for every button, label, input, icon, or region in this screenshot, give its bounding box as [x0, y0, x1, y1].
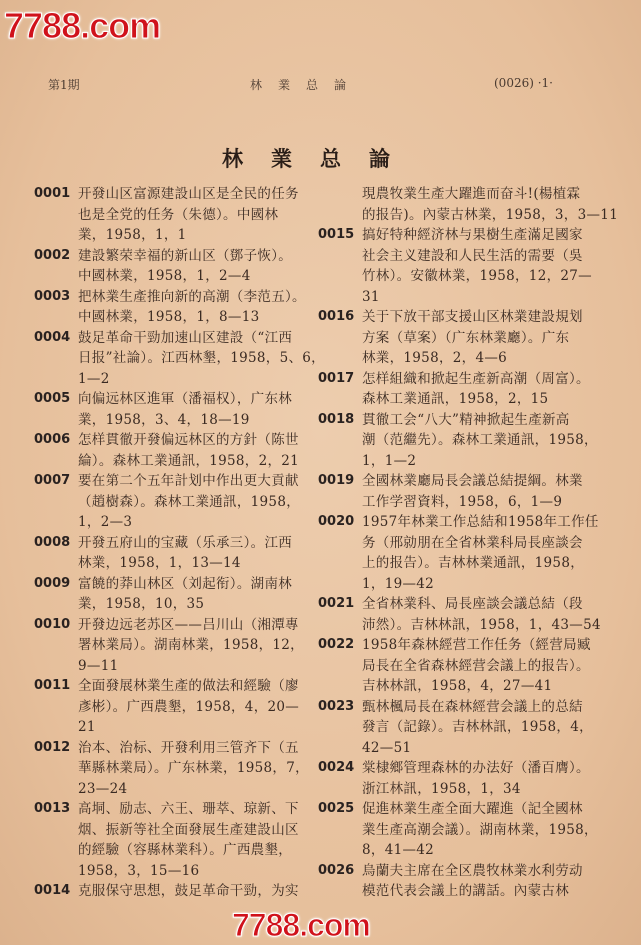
- entry-text-line: 局長在全省森林經营会議上的报告）。: [362, 657, 590, 674]
- bibliography-entry: [318, 861, 618, 902]
- entry-text-line: 42—51: [362, 739, 412, 756]
- entry-text-line: 全省林業科、局長座談会議总結（段: [362, 596, 583, 612]
- bibliography-entry: [318, 594, 618, 635]
- entry-text-line: 華縣林業局）。广东林業，1958，7，: [78, 760, 309, 776]
- left-column: [34, 184, 325, 902]
- bibliography-entry: [318, 410, 618, 472]
- entry-text-line: 林業，1958，2，4—6: [362, 350, 508, 366]
- entry-text-line: 怎样組織和掀起生產新高潮（周富）。: [362, 370, 590, 387]
- entry-text-line: 竹林）。安徽林業，1958，12，27—: [362, 268, 592, 284]
- bibliography-entry: [34, 881, 325, 902]
- entry-text-line: 烏蘭夫主席在全区農牧林業水利劳动: [362, 862, 583, 879]
- watermark-top: 7788.com: [4, 5, 161, 46]
- entry-number: 0018: [318, 411, 355, 427]
- entry-text-line: 8，41—42: [362, 842, 435, 858]
- entry-text-line: 9—11: [78, 657, 119, 674]
- entry-number: 0022: [318, 637, 355, 652]
- entry-text-line: 林業，1958，1，13—14: [78, 555, 241, 571]
- entry-number: 0008: [34, 534, 71, 550]
- entry-text-line: 向偏远林区進軍（潘福权），广东林: [78, 391, 293, 407]
- entry-text-line: 也是全党的任务（朱德）。中國林: [78, 206, 279, 223]
- entry-text-line: 浙江林訊，1958，1，34: [362, 780, 521, 797]
- watermark-bottom: 7788.com: [232, 907, 370, 943]
- bibliography-entry: [318, 369, 618, 410]
- bibliography-entry: [318, 225, 618, 307]
- entry-text-line: 1，2—3: [78, 514, 133, 530]
- entry-text-line: 21: [78, 719, 96, 735]
- bibliography-entry: [34, 738, 325, 800]
- bibliography-entry: [318, 512, 618, 594]
- entry-text-line: 沛然）。吉林林訊，1958，1，43—54: [362, 616, 601, 633]
- entry-text-line: 棠棣鄉管理森林的办法好（潘百膺）。: [362, 760, 590, 776]
- entry-number: 0014: [34, 883, 71, 898]
- entry-text-line: 富饒的莽山林区（刘起衔）。湖南林: [78, 575, 293, 592]
- entry-text-line: 高垌、励志、六王、珊萃、琼新、下: [78, 801, 299, 817]
- page-number: (0026) ·1·: [494, 76, 553, 90]
- entry-text-line: 1—2: [78, 370, 110, 387]
- bibliography-entry: [318, 758, 618, 799]
- entry-number: 0024: [318, 760, 355, 775]
- entry-text-line: 上的报告）。吉林林業通訊，1958，: [362, 555, 585, 571]
- entry-text-line: 全國林業廳局長会議总結提綱。林業: [362, 473, 583, 489]
- entry-number: 0006: [34, 432, 71, 447]
- entry-text-line: 烟、振新等社全面發展生產建設山区: [78, 821, 299, 838]
- entry-number: 0011: [34, 678, 71, 693]
- issue-label: 第1期: [48, 78, 80, 92]
- entry-text-line: 中國林業，1958，1，2—4: [78, 268, 251, 284]
- entry-text-line: 署林業局）。湖南林業，1958，12，: [78, 637, 304, 653]
- entry-text-line: 开發五府山的宝藏（乐承三）。江西: [78, 534, 293, 551]
- bibliography-entry: [318, 799, 618, 861]
- bibliography-entry: [34, 184, 325, 246]
- entry-text-line: 潮（范繼先）。森林工業通訊，1958，: [362, 432, 598, 448]
- bibliography-entry: [34, 574, 325, 615]
- entry-text-line: 方案（草案）（广东林業廳）。广东: [362, 329, 570, 346]
- running-title: 林 業 总 論: [250, 78, 349, 92]
- bibliography-entry: [34, 246, 325, 287]
- bibliography-entry: [318, 635, 618, 697]
- bibliography-entry: [318, 471, 618, 512]
- entry-text-line: 1，1—2: [362, 452, 417, 469]
- bibliography-entry: [34, 615, 325, 677]
- entry-number: 0021: [318, 596, 355, 611]
- entry-text-line: 森林工業通訊，1958，2，15: [362, 391, 549, 407]
- entry-text-line: 克服保守思想，鼓足革命干勁，为实: [78, 883, 299, 899]
- bibliography-entry: [34, 328, 325, 390]
- entry-text-line: 日报”社論）。江西林墾，1958，5、6，: [78, 350, 325, 366]
- entry-text-line: 要在第二个五年計划中作出更大貢献: [78, 473, 299, 489]
- entry-text-line: 1，19—42: [362, 575, 435, 592]
- entry-text-line: 業，1958，10，35: [78, 596, 205, 612]
- entry-text-line: 开發山区富源建設山区是全民的任务: [78, 186, 299, 202]
- bibliography-entry: [34, 471, 325, 533]
- entry-text-line: 1957年林業工作总結和1958年工作任: [362, 514, 599, 530]
- entry-text-line: 甄林楓局長在森林經营会議上的总結: [362, 698, 583, 715]
- entry-text-line: 貫徹工会“八大”精神掀起生產新高: [362, 411, 570, 428]
- entry-text-line: 建設繁荣幸福的新山区（鄧子恢）。: [78, 247, 293, 264]
- entry-number: 0001: [34, 186, 71, 201]
- entry-text-line: 模范代表会議上的講話。內蒙古林: [362, 883, 569, 899]
- entry-number: 0019: [318, 473, 355, 488]
- entry-number: 0015: [318, 227, 355, 242]
- entry-text-line: 業生產高潮会議）。湖南林業，1958，: [362, 821, 598, 838]
- entry-text-line: 工作学習資料，1958，6，1—9: [362, 493, 563, 510]
- bibliography-entry: [34, 287, 325, 328]
- bibliography-entry: [34, 389, 325, 430]
- entry-text-line: 中國林業，1958，1，8—13: [78, 309, 260, 325]
- entry-text-line: 業，1958，1，1: [78, 227, 187, 243]
- entry-text-line: 的經驗（容縣林業科）。广西農墾，: [78, 842, 293, 858]
- entry-number: 0009: [34, 575, 71, 591]
- entry-number: 0005: [34, 391, 71, 406]
- entry-text-line: 务（邢勍朋在全省林業科局長座談会: [362, 534, 583, 551]
- entry-text-line: 怎样貫徹开發偏远林区的方針（陈世: [78, 432, 299, 448]
- entry-text-line: 吉林林訊，1958，4，27—41: [362, 678, 553, 694]
- entry-text-line: 23—24: [78, 780, 128, 797]
- entry-text-line: 促進林業生產全面大躍進（記全國林: [362, 801, 583, 817]
- bibliography-entry: [318, 307, 618, 369]
- entry-text-line: 全面發展林業生產的做法和經驗（廖: [78, 678, 299, 694]
- entry-number: 0016: [318, 309, 355, 324]
- entry-text-line: 搞好特种經济林与果樹生產滿足國家: [362, 227, 583, 243]
- entry-text-line: 治本、治标、开發利用三管齐下（五: [78, 739, 299, 756]
- entry-number: 0017: [318, 370, 355, 386]
- entry-number: 0026: [318, 862, 355, 878]
- bibliography-entry: [318, 697, 618, 759]
- bibliography-entry: [34, 430, 325, 471]
- entry-text-line: 現農牧業生產大躍進而奋斗!(楊植霖: [362, 186, 581, 202]
- entry-number: 0020: [318, 514, 355, 529]
- entry-text-line: 1958年森林經营工作任务（經营局臧: [362, 637, 591, 653]
- entry-number: 0004: [34, 329, 71, 345]
- entry-number: 0002: [34, 247, 71, 263]
- entry-text-line: 把林業生產推向新的高潮（李范五）。: [78, 288, 306, 305]
- bibliography-entry: [34, 676, 325, 738]
- entry-number: 0012: [34, 739, 71, 755]
- entry-text-line: 31: [362, 288, 380, 305]
- entry-text-line: 業，1958，3、4，18—19: [78, 411, 250, 428]
- entry-text-line: 关于下放干部支援山区林業建設規划: [362, 309, 583, 325]
- entry-text-line: 彥彬）。广西農墾，1958，4，20—: [78, 698, 300, 715]
- right-column: [318, 184, 618, 902]
- entry-number: 0013: [34, 801, 71, 816]
- bibliography-entry: [34, 799, 325, 881]
- entry-text-line: （趙樹森）。森林工業通訊，1958，: [78, 493, 301, 510]
- entry-text-line: 發言（記錄）。吉林林訊，1958，4，: [362, 719, 593, 735]
- entry-number: 0007: [34, 473, 71, 488]
- entry-number: 0003: [34, 288, 71, 304]
- page-title: 林業总論: [222, 146, 418, 171]
- entry-number: 0023: [318, 698, 355, 714]
- entry-text-line: 綸）。森林工業通訊，1958，2，21: [78, 452, 300, 469]
- bibliography-entry: [318, 184, 618, 225]
- entry-text-line: 的报告)。內蒙古林業，1958，3，3—11: [362, 206, 619, 223]
- bibliography-entry: [34, 533, 325, 574]
- entry-text-line: 鼓足革命干勁加速山区建設（“江西: [78, 329, 293, 346]
- entry-number: 0010: [34, 616, 71, 632]
- entry-text-line: 社会主义建設和人民生活的需要（吳: [362, 247, 583, 264]
- entry-text-line: 1958，3，15—16: [78, 862, 200, 879]
- entry-number: 0025: [318, 801, 355, 816]
- entry-text-line: 开發边远老苏区——吕川山（湘潭專: [78, 616, 299, 633]
